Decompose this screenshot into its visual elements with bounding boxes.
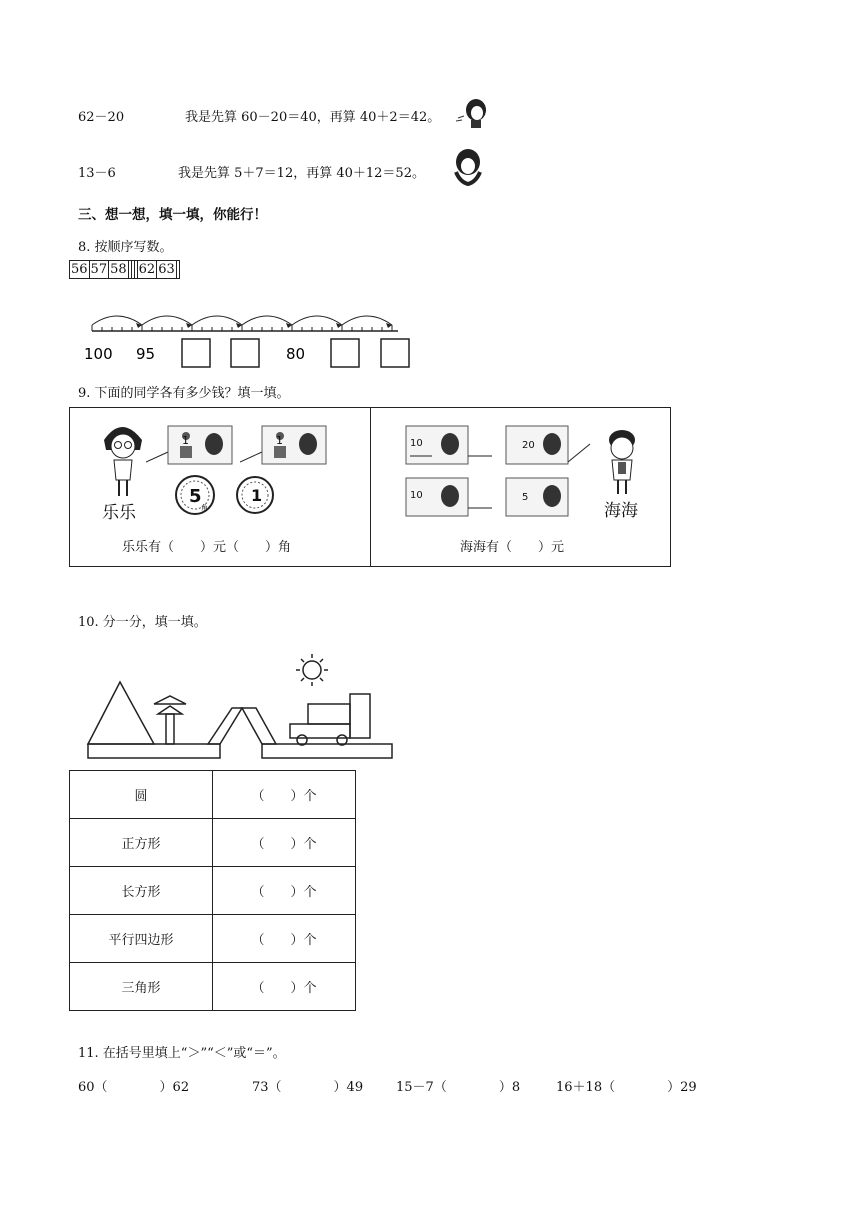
- lele-answer[interactable]: 乐乐有（ ）元（ ）角: [122, 540, 292, 555]
- q9-title: 9. 下面的同学各有多少钱？填一填。: [78, 386, 290, 401]
- haihai-name: 海海: [604, 501, 638, 521]
- truck-cab-rectangle: [350, 694, 370, 738]
- coin-1-yuan: [234, 474, 276, 516]
- count-blank[interactable]: （ ）个: [213, 819, 356, 867]
- number-line-blank-box[interactable]: [231, 339, 259, 367]
- table-row: [70, 819, 356, 867]
- number-line-blank-box[interactable]: [381, 339, 409, 367]
- q8-title: 8. 按顺序写数。: [78, 240, 173, 255]
- banknote-20-jiao: [502, 422, 594, 466]
- explanation-line-1: 我是先算 60－20＝40，再算 40＋2＝42。: [185, 110, 441, 125]
- line-label-100: 100: [84, 345, 113, 363]
- compare-item-4[interactable]: 16＋18（ ）29: [556, 1080, 697, 1095]
- sun-circle: [303, 661, 321, 679]
- shape-count-table: [69, 770, 356, 1011]
- shape-name: 长方形: [70, 867, 213, 915]
- sequence-cell: 57: [90, 262, 108, 277]
- number-line-arrowheads: [136, 323, 392, 328]
- table-row: [70, 963, 356, 1011]
- coin-value: 1: [251, 486, 263, 505]
- table-row: [70, 867, 356, 915]
- tree-trunk-rectangle: [166, 714, 174, 744]
- shape-name: 三角形: [70, 963, 213, 1011]
- truck-cargo-square: [308, 704, 350, 724]
- ground-rectangle-right: [262, 744, 392, 758]
- sun-rays: [296, 654, 328, 686]
- note-value: 10: [410, 490, 423, 501]
- note-value: 5: [522, 492, 529, 503]
- number-line-blank-box[interactable]: [331, 339, 359, 367]
- coin-unit: 角: [201, 504, 208, 512]
- coin-5-jiao: [174, 474, 216, 516]
- child-face-icon: [456, 96, 492, 130]
- expression-62-20: 62－20: [78, 110, 125, 125]
- sequence-cell: 58: [110, 262, 127, 277]
- banknote-10-yuan: [402, 474, 494, 520]
- explanation-line-2: 我是先算 5＋7＝12，再算 40＋12＝52。: [178, 166, 425, 181]
- shape-name: 圆: [70, 771, 213, 819]
- note-value: 1: [276, 434, 283, 447]
- count-blank[interactable]: （ ）个: [213, 867, 356, 915]
- count-blank[interactable]: （ ）个: [213, 963, 356, 1011]
- compare-item-2[interactable]: 73（ ）49: [252, 1080, 364, 1095]
- tree-triangle-bottom: [158, 706, 182, 714]
- banknote-10-yuan: [402, 422, 494, 466]
- money-table: [69, 407, 671, 567]
- haihai-answer[interactable]: 海海有（ ）元: [460, 540, 565, 555]
- shape-name: 平行四边形: [70, 915, 213, 963]
- tree-triangle-top: [154, 696, 186, 704]
- section-3-title: 三、想一想，填一填，你能行！: [78, 207, 267, 223]
- sequence-cell: 62: [138, 262, 156, 277]
- note-value: 1: [182, 434, 189, 447]
- banknote-5-yuan: [502, 474, 582, 520]
- count-blank[interactable]: （ ）个: [213, 771, 356, 819]
- compare-item-1[interactable]: 60（ ）62: [78, 1080, 190, 1095]
- line-label-80: 80: [286, 345, 306, 363]
- child-face-icon: [446, 146, 486, 190]
- expression-13-6: 13－6: [78, 166, 116, 181]
- ground-rectangle-left: [88, 744, 220, 758]
- shapes-picture: [80, 652, 400, 766]
- note-value: 20: [522, 440, 535, 451]
- number-line-blank-box[interactable]: [182, 339, 210, 367]
- table-row: [70, 915, 356, 963]
- sequence-cell: 63: [158, 262, 175, 277]
- sequence-blank[interactable]: [176, 261, 179, 279]
- compare-item-3[interactable]: 15－7（ ）8: [396, 1080, 521, 1095]
- money-table-divider: [370, 408, 371, 566]
- mountain-triangle: [88, 682, 154, 744]
- girl-figure-icon: [100, 420, 146, 498]
- number-line-diagram: [78, 305, 418, 371]
- table-row: [70, 771, 356, 819]
- sequence-cell: 56: [71, 262, 88, 277]
- shape-name: 正方形: [70, 819, 213, 867]
- line-label-95: 95: [136, 345, 156, 363]
- lele-name: 乐乐: [102, 503, 136, 523]
- banknote-1-yuan: [240, 422, 328, 466]
- banknote-1-yuan: [146, 422, 234, 466]
- count-blank[interactable]: （ ）个: [213, 915, 356, 963]
- q10-title: 10. 分一分，填一填。: [78, 615, 207, 630]
- q11-title: 11. 在括号里填上“＞”“＜”或“＝”。: [78, 1046, 286, 1061]
- note-value: 10: [410, 438, 423, 449]
- boy-figure-icon: [598, 428, 644, 496]
- coin-value: 5: [189, 486, 202, 507]
- slope-parallelogram-right: [242, 708, 276, 744]
- slope-parallelogram-left: [208, 708, 242, 744]
- sequence-table: [69, 260, 180, 279]
